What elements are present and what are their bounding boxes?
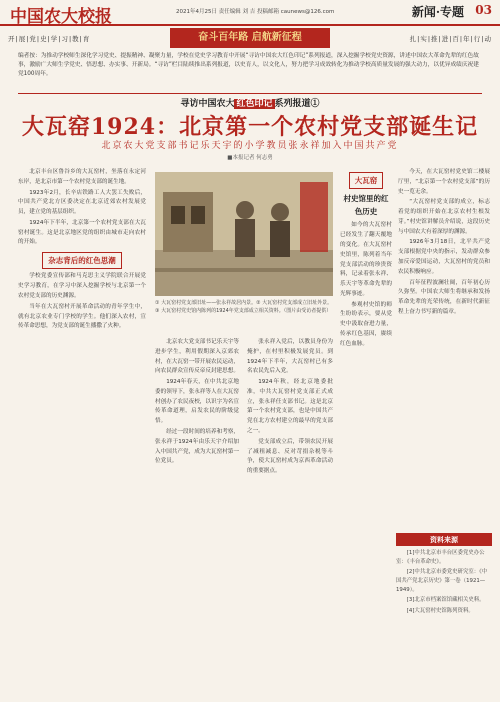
- paragraph: 1924年秋，经北京地委批准，中共大瓦窑村党支部正式成立，张永祥任支部书记。这是北京第一个农村党支部，也是中国共产党在北方农村建立的最早的党支部之一。: [247, 379, 333, 435]
- headline: 大瓦窑1924：北京第一个农村党支部诞生记: [21, 114, 479, 140]
- article-column-4: [398, 168, 490, 528]
- paragraph: 1926年3月18日，北平共产党支部根据党中央的指示，发动群众参加反帝爱国运动，大瓦窑村的党员和农民积极响应。: [398, 239, 490, 275]
- paragraph: 张永祥入党后，以教员身份为掩护，在村里积极发展党员。到1924年下半年，大瓦窑村已有多名农民先后入党。: [247, 339, 333, 375]
- paragraph: 如今的大瓦窑村已经发生了翻天覆地的变化。在大瓦窑村史馆里，陈列着当年党支部活动的珍贵资料，记录着张永祥、乐天宇等革命先辈的光辉事迹。: [340, 222, 392, 297]
- paragraph: 今天，在大瓦窑村党史馆二楼展厅里，“北京第一个农村党支部”的历史一览无余。: [398, 169, 490, 195]
- paragraph: 百年征程波澜壮阔，百年初心历久弥坚。中国农大师生将继承和发扬革命先辈的光荣传统，在新时代新征程上奋力书写新的篇章。: [398, 279, 490, 315]
- section-name: 新闻·专题: [411, 5, 464, 19]
- paragraph: 学校党委宣传部和马克思主义学院联合开展党史学习教育，在学习中深入挖掘学校与北京第一个农村党支部的历史渊源。: [18, 273, 146, 299]
- photo-illustration: [155, 172, 333, 296]
- section-title: 村史馆里的红色历史: [343, 194, 389, 217]
- paragraph: 北京丰台区鲁谷乡的大瓦窑村，坐落在永定河东岸，是北京市第一个农村党支部的诞生地。: [18, 169, 146, 185]
- paragraph: 党支部成立后，带领农民开展了减租减息、反对苛捐杂税等斗争，使大瓦窑村成为京西革命活动的重要据点。: [247, 438, 333, 475]
- section-heading-label: 大瓦窑: [349, 172, 384, 189]
- editor-note: 编者按：为推动学校师生深化学习党史、提振精神、凝聚力量，学校在党史学习教育中开展“寻访中国农大红色印记”系列报道，深入挖掘学校党史资源，讲述中国农大革命先辈的红色故事，激励广大师生学党史、悟思想、办实事、开新局。“寻访”栏目陆续推出系列报道，以史育人，以文化人，努力把学习成效转化为推动学校高质量发展的强大动力，以优异成绩庆祝建党100周年。: [18, 53, 479, 77]
- section-heading-label: 杂志背后的红色思潮: [42, 252, 122, 269]
- references-box: [396, 533, 492, 695]
- banner-center-slogan: 奋斗百年路 启航新征程: [170, 28, 330, 48]
- masthead: [0, 0, 500, 26]
- paragraph: “大瓦窑村党支部的成立，标志着党的组织开始在北京农村生根发芽。”村史馆讲解员介绍说，这段历史与中国农大有着深厚的渊源。: [398, 199, 490, 235]
- issue-info: 2021年4月25日 责任编辑 刘 吉 投稿邮箱 caunews@126.com: [176, 9, 335, 15]
- series-title: [0, 96, 500, 109]
- section-heading: [18, 252, 146, 269]
- theme-banner: [0, 28, 500, 50]
- paragraph: 当年在大瓦窑村开展革命活动的青年学生中，就有北京农业专门学校的学生。他们深入农村，宣传革命思想，为党支部的诞生播撒了火种。: [18, 303, 146, 330]
- subheadline: 北京农大党支部书记乐天宇的小学教员张永祥加入中国共产党: [101, 141, 399, 151]
- series-prefix: 寻访中国农大: [180, 99, 235, 109]
- top-divider: [18, 93, 482, 94]
- reference-item: [3]北京市档案馆馆藏相关史料。: [406, 597, 485, 604]
- article-photo: [155, 172, 333, 296]
- article-column-3b: [340, 168, 392, 695]
- photo-caption: ① 大瓦窑村党支部旧址——张永祥故居内景。② 大瓦窑村党支部成立旧址外景。③ 大瓦窑村党史馆内陈列的1924年党支部成立相关资料。（图片由受访者提供）: [155, 300, 333, 314]
- article-column-2: [155, 338, 239, 695]
- paragraph: 参观村史馆的师生纷纷表示，要从党史中汲取奋进力量，传承红色基因，赓续红色血脉。: [340, 301, 392, 347]
- banner-left-slogan: 开|展|党|史|学|习|教|育: [8, 35, 91, 43]
- paragraph: 北京农大党支部书记乐天宇等进步学生，利用假期深入京郊农村，在大瓦窑一带开展农民运动，向农民群众宣传反帝反封建思想。: [155, 339, 239, 375]
- article-column-1: [18, 168, 146, 695]
- banner-right-slogan: 扎|实|推|进|百|年|行|动: [409, 35, 492, 43]
- series-suffix: 系列报道①: [274, 99, 320, 109]
- reference-item: [2]中共北京市委党史研究室：《中国共产党北京历史》第一卷（1921—1949）。: [396, 569, 488, 593]
- paragraph: 经过一段时间的培养和考察，张永祥于1924年由乐天宇介绍加入中国共产党，成为大瓦窑村第一位党员。: [155, 429, 239, 465]
- page-number: 03: [475, 3, 492, 17]
- series-tag: 红色印记: [236, 99, 273, 109]
- section-heading: [340, 172, 392, 189]
- byline: ■本报记者 何志勇: [227, 155, 273, 161]
- paragraph: 1923年2月，长辛店铁路工人大罢工失败后，中国共产党北方区委决定在北京近郊农村发展党员，建立党的基层组织。: [18, 189, 146, 216]
- article-column-3: [247, 338, 333, 695]
- paragraph: 1924年下半年，北京第一个农村党支部在大瓦窑村诞生。这是北京地区党的组织由城市走向农村的开始。: [18, 219, 146, 246]
- references-heading: 资料来源: [396, 533, 492, 546]
- reference-item: [1]中共北京市丰台区委党史办公室：《丰台革命史》。: [396, 550, 485, 565]
- paragraph: 1924年春天，在中共北京地委的领导下，张永祥等人在大瓦窑村创办了农民夜校，以识字为名宣传革命道理，启发农民的阶级觉悟。: [155, 379, 239, 425]
- reference-item: [4]大瓦窑村史馆陈列资料。: [406, 608, 474, 615]
- newspaper-logo: 中国农大校报: [10, 7, 112, 27]
